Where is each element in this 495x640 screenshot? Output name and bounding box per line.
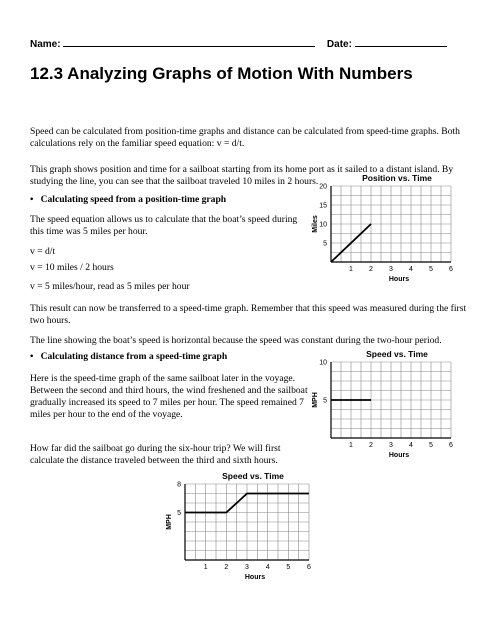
intro-paragraph: Speed can be calculated from position-time graphs and distance can be calculated from speed-time graphs. Both calculations rely on the familiar speed equation: v = d/t. [30, 126, 460, 149]
chart-title: Position vs. Time [362, 173, 432, 183]
x-tick-label: 1 [203, 564, 208, 571]
equation-1: v = d/t [30, 246, 56, 257]
x-tick-label: 4 [409, 266, 413, 273]
x-tick-label: 6 [307, 564, 311, 571]
horizontal-paragraph: The line showing the boat’s speed is horizontal because the speed was constant during the two-hour period. [30, 335, 442, 346]
page-title: 12.3 Analyzing Graphs of Motion With Numbers [30, 64, 413, 83]
x-tick-label: 3 [245, 564, 249, 571]
y-tick-label: 15 [319, 202, 327, 210]
section2-heading-text: Calculating distance from a speed-time graph [40, 351, 228, 362]
x-tick-label: 1 [349, 442, 353, 449]
speed-time-chart-2 [165, 466, 325, 590]
x-axis-label: Hours [388, 276, 410, 283]
x-tick-label: 5 [429, 442, 433, 449]
x-tick-label: 4 [409, 442, 413, 449]
section2-text: Here is the speed-time graph of the same sailboat later in the voyage. Between the second and third hours, the wind freshened and the sailboat gradually increased its speed to 7 miles per hour. The speed remained 7 miles per hour to the end of the voyage. [30, 373, 308, 420]
speed-time-chart-1 [305, 348, 465, 466]
bullet-icon: • [30, 351, 34, 362]
section2-heading [30, 351, 227, 362]
y-tick-label: 5 [323, 240, 327, 248]
chart-title: Speed vs. Time [222, 471, 284, 481]
bullet-icon: • [30, 194, 34, 205]
x-tick-label: 1 [349, 266, 353, 273]
y-axis-label: MPH [166, 514, 173, 530]
position-time-chart [305, 170, 465, 288]
question-paragraph: How far did the sailboat go during the six-hour trip? We will first calculate the distance traveled between the third and sixth hours. [30, 443, 281, 466]
y-axis-label: MPH [312, 392, 319, 408]
transfer-paragraph: This result can now be transferred to a speed-time graph. Remember that this speed was measured during the first two hours. [30, 303, 467, 326]
date-label: Date: [326, 39, 352, 50]
x-tick-label: 2 [369, 442, 373, 449]
equation-2: v = 10 miles / 2 hours [30, 262, 114, 273]
x-tick-label: 5 [429, 266, 433, 273]
chart-title: Speed vs. Time [366, 349, 428, 359]
name-label: Name: [30, 39, 61, 50]
x-tick-label: 2 [224, 564, 229, 571]
name-blank[interactable] [63, 37, 315, 47]
x-axis-label: Hours [388, 452, 410, 459]
date-blank[interactable] [355, 37, 447, 47]
y-tick-label: 20 [319, 183, 327, 191]
sailboat-paragraph: This graph shows position and time for a sailboat starting from its home port as it sailed to a distant island. By studying the line, you can see that the sailboat traveled 10 miles in 2 hours. [30, 164, 454, 187]
x-tick-label: 4 [265, 564, 270, 571]
x-tick-label: 6 [449, 442, 453, 449]
y-tick-label: 5 [177, 510, 181, 517]
y-tick-label: 10 [319, 221, 327, 229]
equation-3: v = 5 miles/hour, read as 5 miles per hour [30, 281, 190, 292]
x-tick-label: 3 [389, 266, 393, 273]
x-tick-label: 2 [369, 266, 373, 273]
y-tick-label: 8 [177, 481, 181, 489]
x-tick-label: 6 [449, 266, 453, 273]
section1-heading-text: Calculating speed from a position-time graph [40, 194, 227, 205]
y-axis-label: Miles [312, 215, 319, 233]
y-tick-label: 5 [323, 397, 327, 405]
section1-heading [30, 194, 226, 205]
worksheet-header [30, 37, 447, 50]
section1-text: The speed equation allows us to calculate that the boat’s speed during this time was 5 miles per hour. [30, 214, 298, 237]
x-axis-label: Hours [244, 574, 266, 581]
x-tick-label: 3 [389, 442, 393, 449]
x-tick-label: 5 [286, 564, 291, 571]
y-tick-label: 10 [319, 359, 327, 367]
